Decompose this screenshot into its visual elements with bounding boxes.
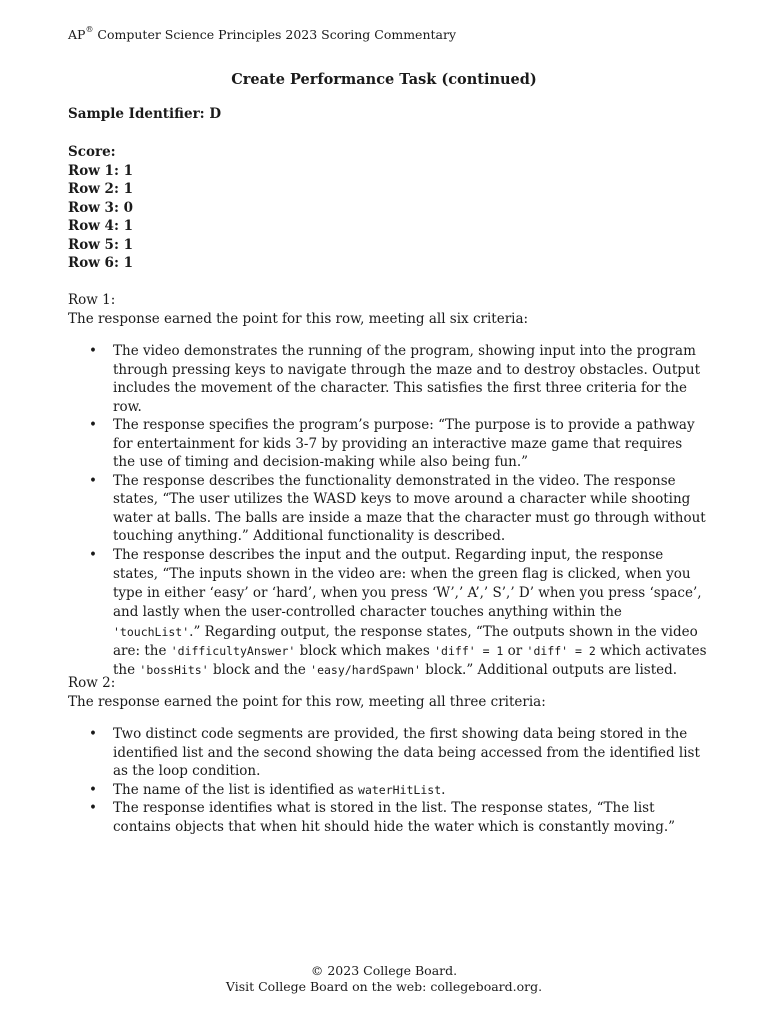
row1-heading: Row 1: <box>68 292 116 308</box>
registered-mark: ® <box>85 25 94 34</box>
score-row-4: Row 4: 1 <box>68 218 134 234</box>
row1-section <box>68 291 708 681</box>
code-waterhitlist: waterHitList <box>358 782 442 797</box>
score-row-6: Row 6: 1 <box>68 255 134 271</box>
row2-heading: Row 2: <box>68 675 116 691</box>
list-item: • Two distinct code segments are provided, the first showing data being stored in the identified list and the second showing the data being accessed from the identified list as the loop condition. <box>68 725 708 781</box>
row2-intro: The response earned the point for this row, meeting all three criteria: <box>68 693 546 710</box>
list-item: • The response describes the input and the output. Regarding input, the response states, “The inputs shown in the video are: when the green flag is clicked, when you type in either ‘easy’ or ‘hard’, when you press ‘W’,’ A’,’ S’,’ D’ when you press ‘space’, and lastly when the user-controlled character touches anything within the 'touchList'.” Regarding output, the response states, “The outputs shown in the video are: the 'difficultyAnswer' block which makes 'diff' = 1 or 'diff' = 2 which activates the 'bossHits' block and the 'easy/hardSpawn' block.” Additional outputs are listed. <box>68 546 708 681</box>
score-row-2: Row 2: 1 <box>68 181 134 197</box>
copyright-line: © 2023 College Board. <box>310 963 458 978</box>
list-item: • The name of the list is identified as waterHitList. <box>68 781 708 800</box>
score-block <box>68 143 133 273</box>
page-title: Create Performance Task (continued) <box>231 71 537 88</box>
row1-intro: The response earned the point for this row, meeting all six criteria: <box>68 310 529 327</box>
list-item: • The response specifies the program’s purpose: “The purpose is to provide a pathway for entertainment for kids 3-7 by providing an interactive maze game that requires the use of timing and decision-making while also being fun.” <box>68 416 708 472</box>
row1-criteria-list <box>68 342 708 681</box>
code-bosshits: 'bossHits' <box>139 663 209 678</box>
code-touchlist: 'touchList' <box>113 624 190 639</box>
score-row-3: Row 3: 0 <box>68 199 134 216</box>
score-row-1: Row 1: 1 <box>68 162 134 179</box>
row2-criteria-list <box>68 725 708 836</box>
list-item: • The response describes the functionality demonstrated in the video. The response states, “The user utilizes the WASD keys to move around a character while shooting water at balls. The balls are inside a maze that the character must go through without touching anything.” Additional functionality is described. <box>68 472 708 546</box>
list-item: • The response identifies what is stored in the list. The response states, “The list contains objects that when hit should hide the water which is constantly moving.” <box>68 799 708 836</box>
score-row-5: Row 5: 1 <box>68 236 134 253</box>
code-diff-1: 'diff' = 1 <box>434 643 504 658</box>
list-item: • The video demonstrates the running of the program, showing input into the program through pressing keys to navigate through the maze and to destroy obstacles. Output includes the movement of the character. This satisfies the first three criteria for the row. <box>68 342 708 416</box>
code-easy-hardspawn: 'easy/hardSpawn' <box>310 663 421 678</box>
row2-section <box>68 674 708 836</box>
running-header: AP® Computer Science Principles 2023 Scoring Commentary <box>68 25 457 42</box>
website-line: Visit College Board on the web: collegeboard.org. <box>225 979 543 994</box>
code-diff-2: 'diff' = 2 <box>526 643 596 658</box>
page-footer <box>0 963 768 995</box>
code-difficultyanswer: 'difficultyAnswer' <box>170 643 296 658</box>
sample-identifier: Sample Identifier: D <box>68 106 222 122</box>
score-label: Score: <box>68 144 116 160</box>
